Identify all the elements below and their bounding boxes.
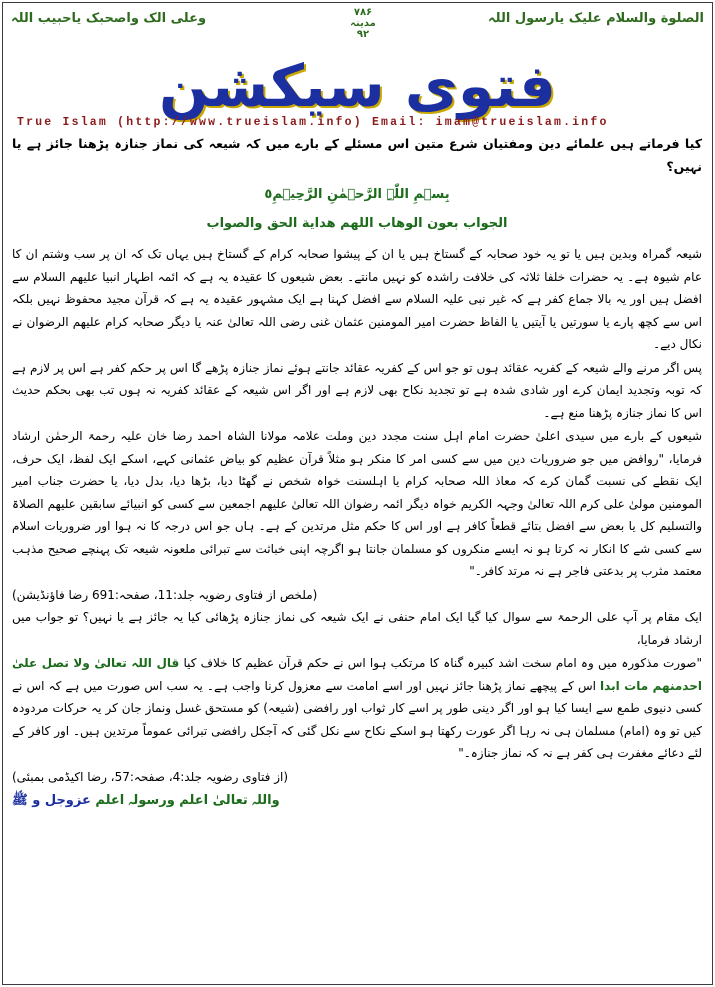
question: کیا فرماتے ہیں علمائے دین ومفتیان شرع متین اس مسئلے کے بارے میں کہ شیعہ کی نماز جنازہ پڑھنا جائز ہے یا نہیں؟ <box>12 136 702 174</box>
closing-line <box>12 790 702 813</box>
bismillah: بِسۡمِ اللّٰہِ الرَّحۡمٰنِ الرَّحِیۡمِ٥ <box>264 187 450 202</box>
paragraph-3: شیعوں کے بارے میں سیدی اعلیٰ حضرت امام اہل سنت مجدد دین وملت علامہ مولانا الشاہ احمد رضا خان علیہ رحمۃ الرحمٰن ارشاد فرمایا، "روافض میں جو ضروریات دین میں سے کسی امر کا منکر ہو مثلاً قرآن عظیم کو بیاض عثمانی کہے، اسکے ایک لفظ، ایک حرف، ایک نقطے کی نسبت گمان کرے کہ معاذ اللہ صحابہ کرام یا اہلسنت خواہ شخص نے گھٹا دیا، بڑھا دیا، بدل دیا، یا حضرت جناب امیر المومنین مولیٰ علی کرم اللہ تعالیٰ وجہہ الکریم خواہ دیگر ائمہ رضوان اللہ تعالیٰ علیھم اجمعین سے کسی کو انبیائے سابقین علیھم الصلاۃ والتسلیم کل یا بعض سے افضل بتائے قطعاً کافر ہے اور اس کا حکم مثل مرتدین کے ہے۔ ہاں جو اس درجہ کا نہ ہوا اور ضروریات اسلام سے کسی شے کا انکار نہ کرتا ہو نہ ایسے منکروں کو مسلمان جانتا ہو اگرچہ اپنی خباثت سے تبرائی ملعونہ شیعہ تک پہنچے صحیح مذہب معتمد مثرب پر بدعتی فاجر ہے نہ مرتد کافر۔" <box>12 429 703 578</box>
reference-2: (از فتاوی رضویہ جلد:4، صفحہ:57، رضا اکیڈمی بمبئی) <box>12 769 289 784</box>
paragraph-5-start: "صورت مذکورہ میں وہ امام سخت اشد کبیرہ گناہ کا مرتکب ہوا اس نے حکم قرآن عظیم کا خلاف کیا <box>183 656 702 670</box>
paragraph-5-rest: اس کے پیچھے نماز پڑھنا جائز نہیں اور اسے امامت سے معزول کرنا واجب ہے۔ یہ سب اس صورت میں ہے کہ اس نے کسی دنیوی طمع سے ایسا کیا ہو اور اگر دینی طور پر اسے کار ثواب اور رافضی (شیعہ) کو مستحق غسل ونماز جان کر یہ حرکات مردودہ کیں تو وہ (امام) مسلمان ہی نہ رہا اگر عورت رکھتا ہو اسکے نکاح سے نکل گئی کہ آجکل رافضی تبرائی عموماً مرتدین ہیں۔ اور کافر کے لئے دعائے مغفرت ہی کفر ہے نہ کہ نماز جنازہ۔" <box>12 678 702 760</box>
fatwa-body <box>12 133 702 813</box>
header-madina: مدینہ <box>350 18 376 29</box>
header-salutation-right: الصلوة والسلام علیک یارسول اللہ <box>488 11 704 26</box>
paragraph-2: پس اگر مرنے والے شیعہ کے کفریہ عقائد ہوں تو جو اس کے کفریہ عقائد جانتے ہوئے نماز جنازہ پڑھے گا اس پر حکم کفر ہے اس پر لازم ہے کہ توبہ وتجدید ایمان کرے اور شادی شدہ ہے تو تجدید نکاح بھی لازم ہے اور اگر اس شیعہ کے عقائد کفریہ نہ ہوں تب بھی بحکم حدیث اس کا نماز جنازہ پڑھنا منع ہے۔ <box>12 360 702 420</box>
header-786: ۷۸۶ <box>353 7 373 18</box>
paragraph-4: ایک مقام پر آپ علی الرحمۃ سے سوال کیا گیا ایک امام حنفی نے ایک شیعہ کی نماز جنازہ پڑھائی کیا یہ جائز ہے یا نہیں؟ تو جواب میں ارشاد فرمایا، <box>12 610 702 647</box>
header-salutation-left: وعلی الک واصحبک یاحبیب اللہ <box>11 11 207 26</box>
header-786-mark <box>343 7 383 40</box>
paragraph-5 <box>12 652 702 765</box>
header-92: ۹۲ <box>356 29 370 40</box>
site-contact-line: True Islam (http://www.trueislam.info) Email: imam@trueislam.info <box>17 116 609 129</box>
reference-1: (ملخص از فتاوی رضویہ جلد:11، صفحہ:691 رضا فاؤنڈیشن) <box>12 587 318 602</box>
page-title: فتوی سیکشن <box>158 52 557 120</box>
closing-seal: عزوجل و ﷺ <box>12 793 91 808</box>
closing-text: واللہ تعالیٰ اعلم ورسولہ اعلم <box>95 793 280 808</box>
answer-intro: الجواب بعون الوھاب اللھم ھدایة الحق والصواب <box>206 215 508 231</box>
quran-verse: قال اللہ تعالیٰ ولا تصل علیٰ احدمنھم مات ابدا <box>12 656 702 693</box>
paragraph-1: شیعہ گمراہ وبدین ہیں یا تو یہ خود صحابہ کے گستاخ ہیں یا ان کے پیشوا صحابہ کرام کے گستاخ ہیں یہاں تک کہ ان پر سب وشتم ان کا عام شیوہ ہے۔ یہ حضرات خلفا ثلاثہ کی خلافت راشدہ کو نہیں مانتے۔ بعض شیعوں کا عقیدہ یہ ہے کہ ائمہ اطہار انبیا علیھم السلام سے افضل ہیں اور یہ بالا جماع کفر ہے کہ غیر نبی علیہ السلام سے افضل کہنا ہے ایک مشہور عقیدہ یہ ہے کہ قرآن مجید محفوظ نہیں بلکہ اس سے کچھ پارے یا سورتیں یا آیتیں یا الفاظ حضرت امیر المومنین عثمان غنی رضی اللہ تعالیٰ عنہ یا دیگر صحابہ کرام علیھم الرضوان نے نکال دیے۔ <box>12 247 702 351</box>
